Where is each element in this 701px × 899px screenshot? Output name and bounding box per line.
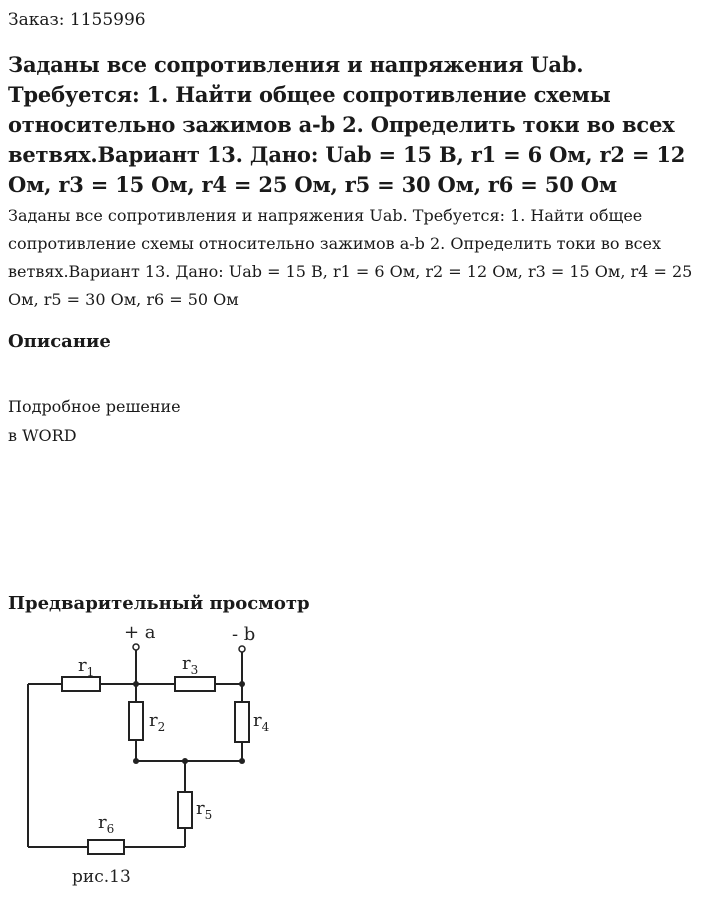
node-bottom-left xyxy=(133,758,139,764)
node-r5 xyxy=(182,758,188,764)
page-title: Заданы все сопротивления и напряжения Uab. Требуется: 1. Найти общее сопротивление схемы относительно зажимов a-b 2. Определить токи во всех ветвях.Вариант 13. Дано: Uab = 15 В, r1 = 6 Ом, r2 = 12 Ом, r3 = 15 Ом, r4 = 25 Ом, r5 = 30 Ом, r6 = 50 Ом xyxy=(8,52,686,197)
label-r2: $r_2$ xyxy=(149,710,166,734)
circuit-diagram xyxy=(0,616,300,899)
preview-heading: Предварительный просмотр xyxy=(8,593,310,614)
resistor-r5 xyxy=(178,792,192,828)
resistor-r1 xyxy=(62,677,100,691)
order-number: Заказ: 1155996 xyxy=(8,10,146,30)
label-r6: $r_6$ xyxy=(98,812,115,836)
task-description: Заданы все сопротивления и напряжения Uab. Требуется: 1. Найти общее сопротивление схемы относительно зажимов a-b 2. Определить токи во всех ветвях.Вариант 13. Дано: Uab = 15 В, r1 = 6 Ом, r2 = 12 Ом, r3 = 15 Ом, r4 = 25 Ом, r5 = 30 Ом, r6 = 50 Ом xyxy=(8,206,693,309)
label-r4: $r_4$ xyxy=(253,710,270,734)
label-r3: $r_3$ xyxy=(182,653,199,677)
label-r5: $r_5$ xyxy=(196,798,213,822)
resistor-r4 xyxy=(235,702,249,742)
node-a-junction xyxy=(133,681,139,687)
resistor-r3 xyxy=(175,677,215,691)
description-line-1: Подробное решение xyxy=(8,397,181,416)
node-bottom-right xyxy=(239,758,245,764)
description-heading: Описание xyxy=(8,331,111,352)
label-terminal-a: + a xyxy=(124,622,156,643)
resistor-r2 xyxy=(129,702,143,740)
node-b-junction xyxy=(239,681,245,687)
figure-caption: рис.13 xyxy=(72,867,131,887)
terminal-a xyxy=(133,644,139,650)
resistor-r6 xyxy=(88,840,124,854)
description-line-2: в WORD xyxy=(8,426,77,445)
label-r1: $r_1$ xyxy=(78,655,95,679)
terminal-b xyxy=(239,646,245,652)
label-terminal-b: - b xyxy=(232,624,256,645)
